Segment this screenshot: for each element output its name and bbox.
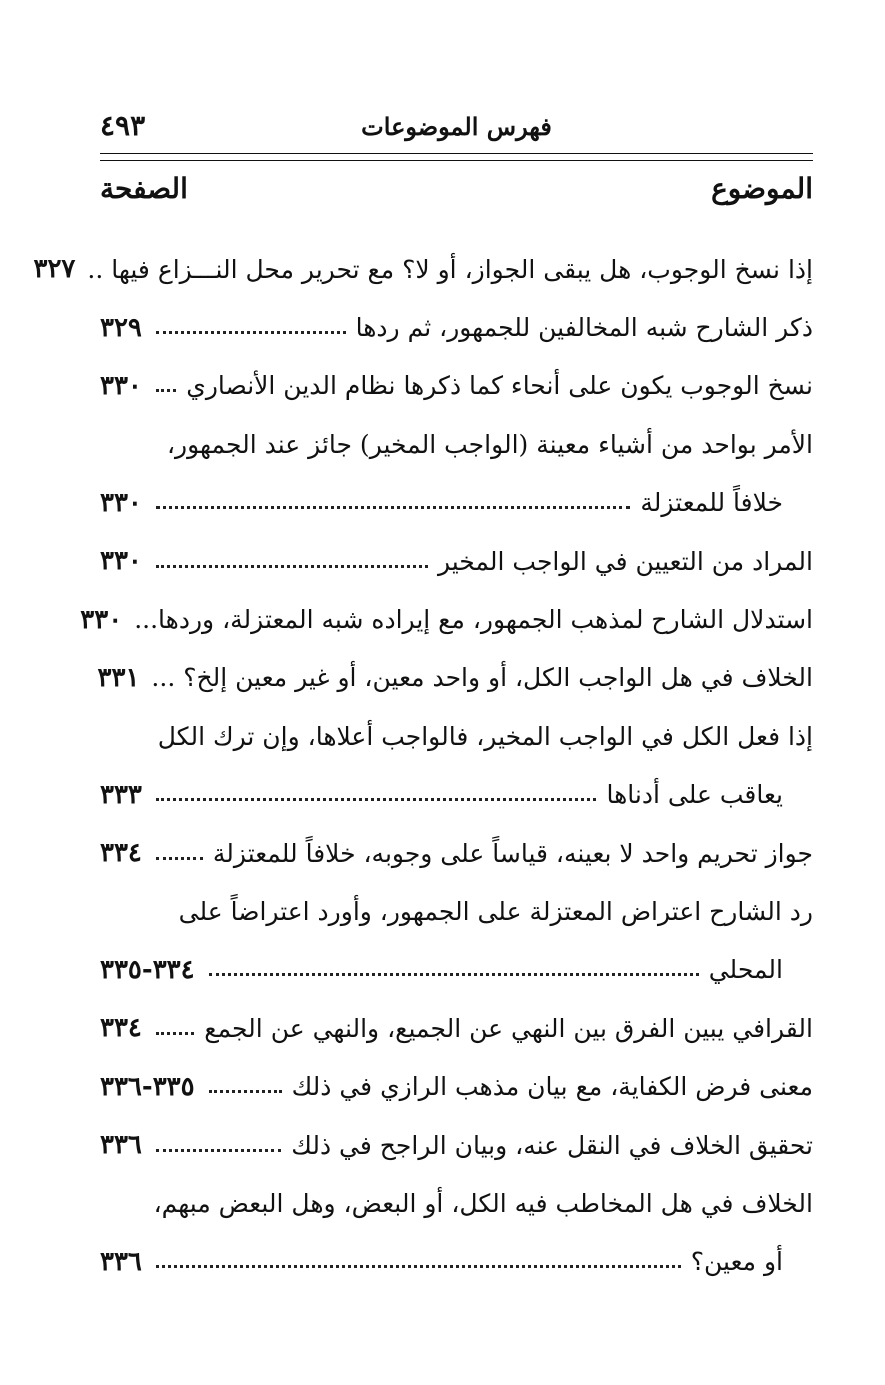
- toc-line: [100, 1057, 813, 1115]
- dot-leader: [156, 1032, 194, 1035]
- toc-line: [33, 240, 813, 298]
- toc-entry-text: المحلي: [708, 955, 783, 985]
- dot-leader: [156, 1149, 281, 1152]
- toc-line: [100, 999, 813, 1057]
- toc-entry-text: إذا فعل الكل في الواجب المخير، فالواجب أعلاها، وإن ترك الكل: [157, 721, 813, 751]
- page-column-header: الصفحة: [100, 172, 188, 205]
- toc-line: [100, 298, 813, 356]
- running-header: [100, 108, 813, 144]
- toc-entry-page: ٣٣٠: [100, 370, 142, 401]
- toc-line: [100, 415, 813, 473]
- toc-line: [97, 649, 813, 707]
- toc-entry-text: نسخ الوجوب يكون على أنحاء كما ذكرها نظام الدين الأنصاري: [186, 371, 813, 401]
- dot-leader: [156, 331, 346, 334]
- dot-leader: [156, 565, 428, 568]
- toc-entry-text: أو معين؟: [690, 1247, 783, 1277]
- page-number: ٤٩٣: [100, 109, 146, 142]
- toc-entry-text: القرافي يبين الفرق بين النهي عن الجميع، والنهي عن الجمع: [204, 1013, 813, 1043]
- toc-line: [80, 590, 813, 648]
- toc-entry-text: المراد من التعيين في الواجب المخير: [437, 546, 813, 576]
- toc-entry-text: جواز تحريم واحد لا بعينه، قياساً على وجوبه، خلافاً للمعتزلة: [212, 838, 813, 868]
- toc-entry-text: معنى فرض الكفاية، مع بيان مذهب الرازي في ذلك: [291, 1072, 813, 1102]
- toc-entry-page: ٣٣٤: [100, 1013, 142, 1044]
- dot-leader: [156, 389, 176, 392]
- column-headers: [100, 172, 813, 216]
- toc-entry-page: ٣٣٠: [100, 487, 142, 518]
- toc-line: [100, 766, 813, 824]
- toc-entry-text: إذا نسخ الوجوب، هل يبقى الجواز، أو لا؟ مع تحرير محل النـــزاع فيها ..: [87, 254, 813, 284]
- toc-line: [100, 1233, 813, 1291]
- toc-line: [100, 824, 813, 882]
- toc-entry-page: ٣٢٩: [100, 312, 142, 343]
- toc-entry-page: ٣٣٤-٣٣٥: [100, 954, 195, 985]
- toc-entry-page: ٣٣٦: [100, 1130, 142, 1161]
- toc-line: [100, 882, 813, 940]
- toc-entry-text: تحقيق الخلاف في النقل عنه، وبيان الراجح في ذلك: [291, 1130, 813, 1160]
- toc-line: [100, 532, 813, 590]
- toc-entry-text: الخلاف في هل الواجب الكل، أو واحد معين، أو غير معين إلخ؟ ...: [151, 663, 813, 693]
- toc-entry-page: ٣٣٠: [100, 546, 142, 577]
- toc-line: [100, 474, 813, 532]
- toc-entry-page: ٣٣٠: [80, 604, 123, 635]
- header-rule-bottom: [100, 160, 813, 161]
- toc-entry-page: ٣٣٦: [100, 1246, 142, 1277]
- toc-line: [100, 357, 813, 415]
- toc-entry-page: ٣٣٣: [100, 779, 142, 810]
- toc-entry-text: استدلال الشارح لمذهب الجمهور، مع إيراده شبه المعتزلة، وردها...: [134, 605, 813, 635]
- toc-entry-page: ٣٣٤: [100, 838, 142, 869]
- toc-line: [100, 941, 813, 999]
- toc-entry-text: يعاقب على أدناها: [606, 780, 783, 810]
- toc-entry-text: الأمر بواحد من أشياء معينة (الواجب المخير) جائز عند الجمهور،: [166, 429, 813, 459]
- toc-entry-text: خلافاً للمعتزلة: [640, 488, 783, 518]
- toc-line: [100, 1174, 813, 1232]
- dot-leader: [209, 973, 699, 976]
- dot-leader: [209, 1090, 282, 1093]
- dot-leader: [156, 1265, 681, 1268]
- page-title: فهرس الموضوعات: [361, 111, 552, 141]
- toc-entry-text: الخلاف في هل المخاطب فيه الكل، أو البعض، وهل البعض مبهم،: [153, 1188, 813, 1218]
- toc-entry-page: ٣٣١: [97, 662, 140, 693]
- toc-entry-text: رد الشارح اعتراض المعتزلة على الجمهور، وأورد اعتراضاً على: [178, 896, 813, 926]
- toc-entry-text: ذكر الشارح شبه المخالفين للجمهور، ثم ردها: [355, 313, 813, 343]
- dot-leader: [156, 798, 597, 801]
- toc-list: [33, 240, 813, 1291]
- header-rule-top: [100, 153, 813, 154]
- toc-line: [100, 1116, 813, 1174]
- toc-entry-page: ٣٣٥-٣٣٦: [100, 1071, 195, 1102]
- dot-leader: [156, 857, 203, 860]
- toc-line: [100, 707, 813, 765]
- subject-column-header: الموضوع: [711, 172, 813, 205]
- dot-leader: [156, 506, 630, 509]
- toc-entry-page: ٣٢٧: [33, 254, 76, 285]
